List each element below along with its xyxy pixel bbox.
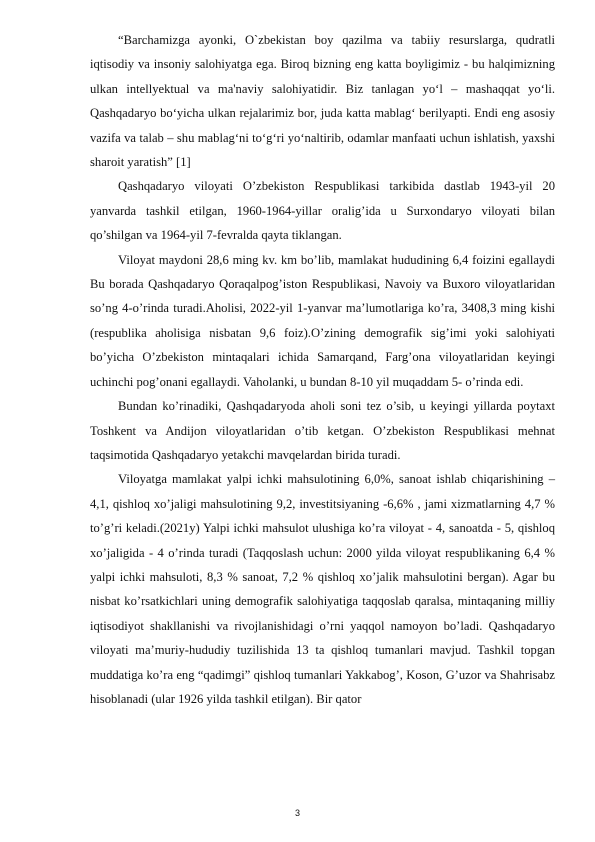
paragraph-economy: Viloyatga mamlakat yalpi ichki mahsulotining 6,0%, sanoat ishlab chiqarishining – 4,1, qishloq xo’jaligi mahsulotining 9,2, investitsiyaning -6,6% , jami xizmatlarning 4,7 % to’g’ri keladi.(2021y) Yalpi ichki mahsulot ulushiga ko’ra viloyat - 4, sanoatda - 5, qishloq xo’jaligida - 4 o’rinda turadi (Taqqoslash uchun: 2000 yilda viloyat respublikaning 6,4 % yalpi ichki mahsuloti, 8,3 % sanoat, 7,2 % qishloq xo’jalik mahsulotini bergan). Agar bu nisbat ko’rsatkichlari uning demografik salohiyatiga taqqoslab qaralsa, mintaqaning milliy iqtisodiyot shakllanishi va rivojlanishidagi o’rni yaqqol namoyon bo’ladi. Qashqadaryo viloyati ma’muriy-hududiy tuzilishida 13 ta qishloq tumanlari mavjud. Tashkil topgan muddatiga ko’ra eng “qadimgi” qishloq tumanlari Yakkabog’, Koson, G’uzor va Shahrisabz hisoblanadi (ular 1926 yilda tashkil etilgan). Bir qator [90,472,555,706]
body-text [90,28,555,711]
paragraph-growth: Bundan ko’rinadiki, Qashqadaryoda aholi soni tez o’sib, u keyingi yillarda poytaxt Toshkent va Andijon viloyatlaridan o’tib ketgan. O’zbekiston Respublikasi mehnat taqsimotida Qashqadaryo yetakchi mavqelardan birida turadi. [90,399,555,462]
paragraph-history: Qashqadaryo viloyati O’zbekiston Respublikasi tarkibida dastlab 1943-yil 20 yanvarda tashkil etilgan, 1960-1964-yillar oralig’ida u Surxondaryo viloyati bilan qo’shilgan va 1964-yil 7-fevralda qayta tiklangan. [90,179,555,243]
paragraph-area-population: Viloyat maydoni 28,6 ming kv. km bo’lib, mamlakat hududining 6,4 foizini egallaydi Bu borada Qashqadaryo Qoraqalpog’iston Respublikasi, Navoiy va Buxoro viloyatlaridan so’ng 4-o’rinda turadi.Aholisi, 2022-yil 1-yanvar ma’lumotlariga ko’ra, 3408,3 ming kishi (respublika aholisiga nisbatan 9,6 foiz).O’zining demografik sig’imi yoki salohiyati bo’yicha O’zbekiston mintaqalari ichida Samarqand, Farg’ona viloyatlaridan keyingi uchinchi pog’onani egallaydi. Vaholanki, u bundan 8-10 yil muqaddam 5- o’rinda edi. [90,252,555,389]
paragraph-quote: “Barchamizga ayonki, O`zbekistan boy qazilma va tabiiy resurslarga, qudratli iqtisodiy va insoniy salohiyatga ega. Biroq bizning eng katta boyligimiz - bu halqimizning ulkan intellyektual va ma'naviy salohiyatidir. Biz tanlagan yo‘l – mashaqqat yo‘li. Qashqadaryo bo‘yicha ulkan rejalarimiz bor, juda katta mablag‘ berilyapti. Endi eng asosiy vazifa va talab – shu mablag‘ni to‘g‘ri yo‘naltirib, odamlar manfaati uchun ishlatish, yaxshi sharoit yaratish” [1] [90,33,555,170]
page-number: 3 [294,808,300,818]
